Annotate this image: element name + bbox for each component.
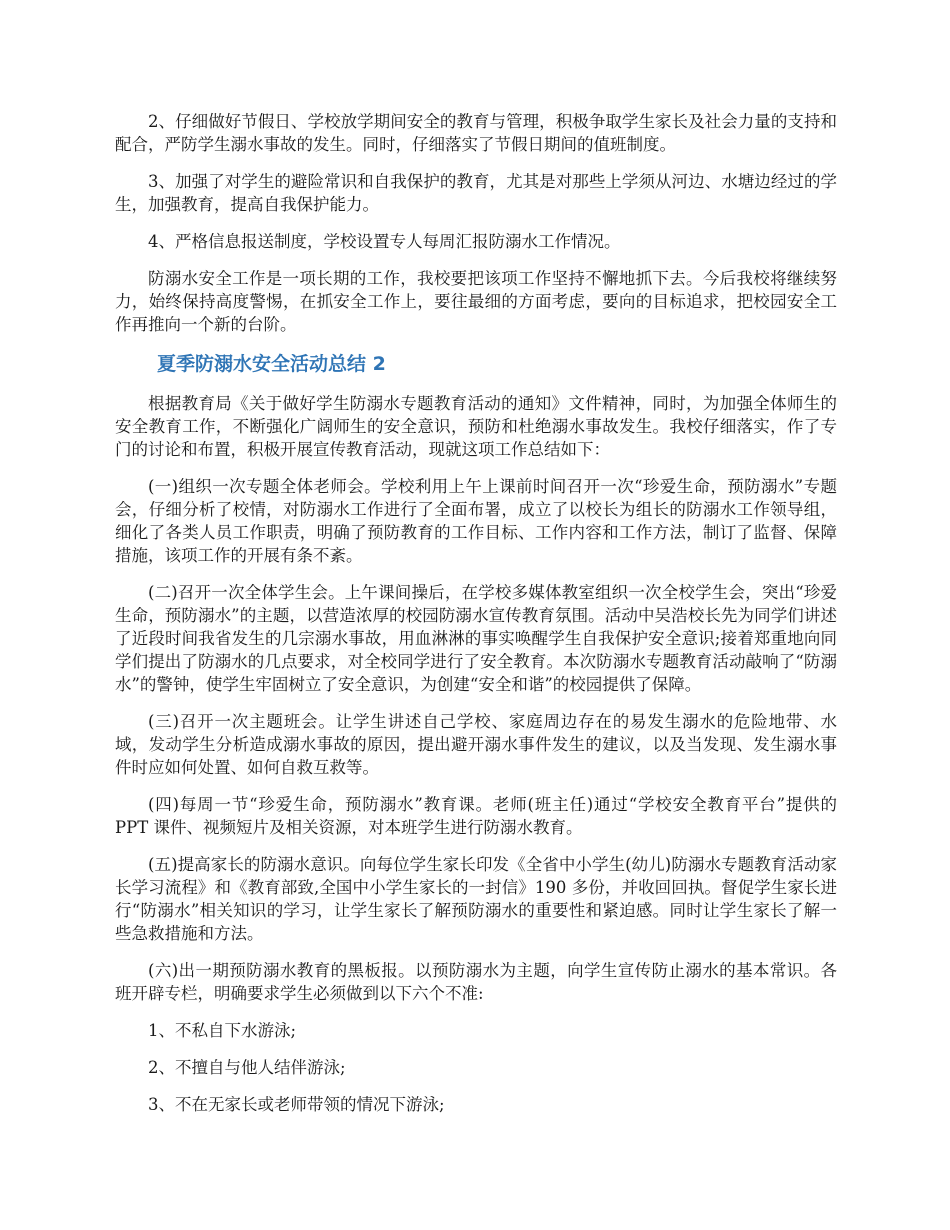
paragraph-reporting: 4、严格信息报送制度，学校设置专人每周汇报防溺水工作情况。 — [148, 232, 621, 251]
rule-item-1: 1、不私自下水游泳; — [148, 1021, 297, 1040]
paragraph-item-1: (一)组织一次专题全体老师会。学校利用上午上课前时间召开一次“珍爱生命，预防溺水”专题会，仔细分析了校情，对防溺水工作进行了全面布署，成立了以校长为组长的防溺水工作领导组，细化了各类人员工作职责，明确了预防教育的工作目标、工作内容和工作方法，制订了监督、保障措施，该项工作的开展有条不紊。 — [115, 477, 837, 565]
paragraph-item-2: (二)召开一次全体学生会。上午课间操后，在学校多媒体教室组织一次全校学生会，突出“珍爱生命，预防溺水”的主题，以营造浓厚的校园防溺水宣传教育氛围。活动中吴浩校长先为同学们讲述了近段时间我省发生的几宗溺水事故，用血淋淋的事实唤醒学生自我保护安全意识;接着郑重地向同学们提出了防溺水的几点要求，对全校同学进行了安全教育。本次防溺水专题教育活动敲响了“防溺水”的警钟，使学生牢固树立了安全意识，为创建“安全和谐”的校园提供了保障。 — [115, 583, 837, 694]
paragraph-conclusion: 防溺水安全工作是一项长期的工作，我校要把该项工作坚持不懈地抓下去。今后我校将继续努力，始终保持高度警惕，在抓安全工作上，要往最细的方面考虑，要向的目标追求，把校园安全工作再推向一个新的台阶。 — [115, 269, 837, 334]
rule-item-3: 3、不在无家长或老师带领的情况下游泳; — [148, 1095, 445, 1114]
paragraph-self-protection: 3、加强了对学生的避险常识和自我保护的教育，尤其是对那些上学须从河边、水塘边经过的学生，加强教育，提高自我保护能力。 — [115, 172, 837, 214]
paragraph-item-5: (五)提高家长的防溺水意识。向每位学生家长印发《全省中小学生(幼儿)防溺水专题教育活动家长学习流程》和《教育部致,全国中小学生家长的一封信》190 多份，并收回回执。督促学生家长进行“防溺水”相关知识的学习，让学生家长了解预防溺水的重要性和紧迫感。同时让学生家长了解一些急救措施和方法。 — [115, 855, 837, 943]
paragraph-safety-education: 2、仔细做好节假日、学校放学期间安全的教育与管理，积极争取学生家长及社会力量的支持和配合，严防学生溺水事故的发生。同时，仔细落实了节假日期间的值班制度。 — [115, 112, 837, 154]
paragraph-item-3: (三)召开一次主题班会。让学生讲述自己学校、家庭周边存在的易发生溺水的危险地带、水域，发动学生分析造成溺水事故的原因，提出避开溺水事件发生的建议，以及当发现、发生溺水事件时应如何处置、如何自救互救等。 — [115, 712, 837, 777]
paragraph-item-6: (六)出一期预防溺水教育的黑板报。以预防溺水为主题，向学生宣传防止溺水的基本常识。各班开辟专栏，明确要求学生必须做到以下六个不准: — [115, 961, 837, 1003]
paragraph-item-4: (四)每周一节“珍爱生命，预防溺水”教育课。老师(班主任)通过“学校安全教育平台”提供的 PPT 课件、视频短片及相关资源，对本班学生进行防溺水教育。 — [115, 795, 837, 837]
rule-item-2: 2、不擅自与他人结伴游泳; — [148, 1058, 346, 1077]
section-heading: 夏季防溺水安全活动总结 2 — [157, 353, 386, 375]
document-page — [115, 110, 837, 1130]
paragraph-intro: 根据教育局《关于做好学生防溺水专题教育活动的通知》文件精神，同时，为加强全体师生的安全教育工作，不断强化广阔师生的安全意识，预防和杜绝溺水事故发生。我校仔细落实，作了专门的讨论和布置，积极开展宣传教育活动，现就这项工作总结如下： — [115, 394, 837, 459]
